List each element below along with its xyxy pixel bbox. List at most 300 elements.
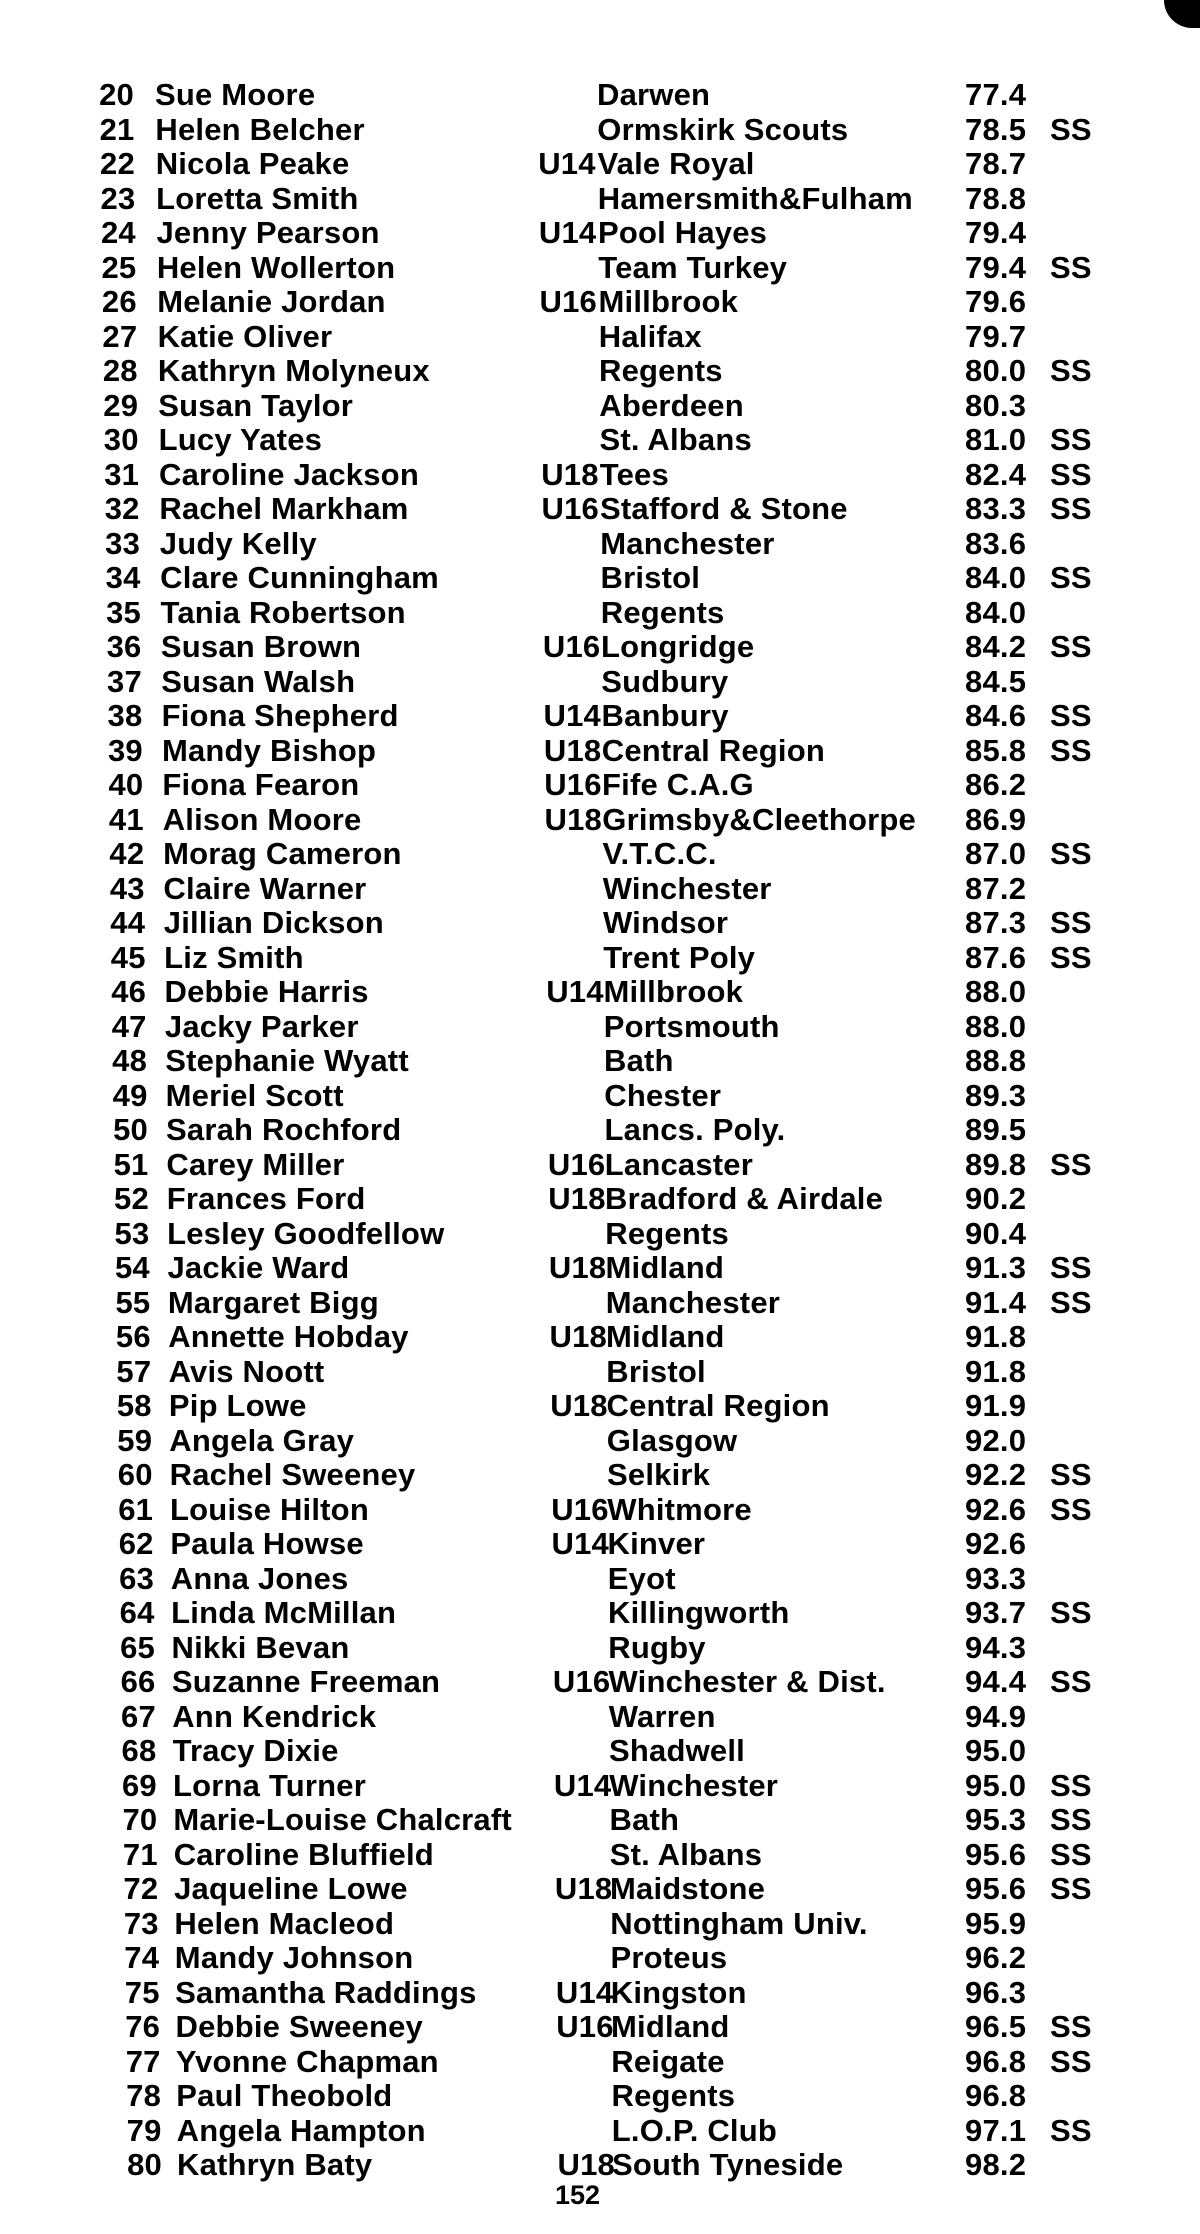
result-row: [0, 768, 1200, 803]
finish-time: 84.2: [965, 629, 1027, 664]
result-row: [0, 1631, 1200, 1666]
result-row: [0, 2045, 1200, 2080]
result-row: [0, 2114, 1200, 2149]
age-group: U18: [541, 456, 599, 492]
club-name: Whitmore: [607, 1491, 752, 1527]
result-row: [0, 1113, 1200, 1148]
athlete-name: Anna Jones: [170, 1560, 349, 1596]
result-row: [0, 1458, 1200, 1493]
club-name: Reigate: [611, 2043, 725, 2079]
club-name: Aberdeen: [599, 387, 744, 423]
finish-time: 95.6: [965, 1871, 1027, 1906]
athlete-name: Rachel Markham: [159, 491, 409, 526]
athlete-name: Kathryn Baty: [177, 2147, 373, 2182]
club-name: Banbury: [601, 698, 729, 733]
finish-time: 94.9: [965, 1698, 1027, 1734]
athlete-name: Annette Hobday: [168, 1319, 409, 1354]
result-row: [0, 354, 1200, 389]
position-number: 37: [107, 663, 142, 699]
position-number: 67: [121, 1698, 156, 1734]
ss-marker: SS: [1050, 111, 1092, 147]
club-name: Windsor: [603, 905, 729, 940]
athlete-name: Louise Hilton: [170, 1491, 369, 1527]
position-number: 20: [99, 77, 134, 112]
position-number: 55: [115, 1284, 151, 1320]
finish-time: 95.0: [965, 1733, 1027, 1768]
athlete-name: Susan Taylor: [158, 387, 354, 423]
finish-time: 81.0: [965, 422, 1027, 457]
position-number: 32: [104, 491, 140, 526]
ss-marker: SS: [1050, 836, 1092, 871]
club-name: Maidstone: [610, 1871, 766, 1906]
result-row: [0, 1320, 1200, 1355]
position-number: 45: [110, 939, 146, 975]
position-number: 63: [119, 1560, 155, 1596]
finish-time: 91.8: [965, 1319, 1027, 1354]
finish-time: 95.9: [965, 1905, 1027, 1941]
ss-marker: SS: [1050, 1767, 1092, 1803]
position-number: 35: [106, 594, 141, 630]
club-name: Proteus: [610, 1940, 728, 1975]
finish-time: 92.0: [965, 1422, 1027, 1458]
result-row: [0, 458, 1200, 493]
position-number: 43: [109, 870, 145, 906]
position-number: 66: [120, 1664, 156, 1699]
age-group: U18: [548, 1250, 607, 1285]
ss-marker: SS: [1050, 249, 1092, 285]
position-number: 77: [125, 2043, 161, 2079]
finish-time: 91.4: [965, 1284, 1027, 1320]
finish-time: 92.2: [965, 1457, 1027, 1492]
finish-time: 96.8: [965, 2078, 1027, 2113]
ss-marker: SS: [1050, 1146, 1092, 1182]
athlete-name: Margaret Bigg: [167, 1284, 379, 1320]
athlete-name: Judy Kelly: [159, 525, 317, 561]
result-row: [0, 1838, 1200, 1873]
club-name: Lancaster: [604, 1146, 754, 1182]
position-number: 76: [125, 2009, 161, 2044]
position-number: 56: [115, 1319, 151, 1354]
age-group: U16: [541, 491, 599, 526]
club-name: Chester: [604, 1077, 722, 1113]
club-name: Bath: [609, 1802, 680, 1837]
age-group: U16: [542, 629, 601, 664]
position-number: 47: [111, 1008, 147, 1044]
result-row: [0, 113, 1200, 148]
athlete-name: Rachel Sweeney: [169, 1457, 416, 1492]
ss-marker: SS: [1050, 1664, 1092, 1699]
finish-time: 84.0: [965, 594, 1027, 630]
ss-marker: SS: [1050, 1457, 1092, 1492]
position-number: 44: [110, 905, 146, 940]
position-number: 68: [121, 1733, 157, 1768]
scan-corner-mark: [1164, 0, 1200, 28]
athlete-name: Avis Noott: [168, 1353, 325, 1389]
club-name: Eyot: [607, 1560, 676, 1596]
position-number: 49: [112, 1077, 148, 1113]
club-name: Midland: [611, 2009, 730, 2044]
result-row: [0, 1079, 1200, 1114]
finish-time: 92.6: [965, 1491, 1027, 1527]
finish-time: 95.3: [965, 1802, 1027, 1837]
ss-marker: SS: [1050, 2009, 1092, 2044]
athlete-name: Lorna Turner: [172, 1767, 366, 1803]
athlete-name: Caroline Bluffield: [173, 1836, 434, 1872]
athlete-name: Morag Cameron: [163, 836, 402, 871]
age-group: U14: [538, 215, 597, 250]
result-row: [0, 1527, 1200, 1562]
finish-time: 78.7: [965, 146, 1027, 181]
position-number: 21: [99, 111, 135, 147]
ss-marker: SS: [1050, 491, 1092, 526]
athlete-name: Liz Smith: [164, 939, 304, 975]
position-number: 40: [108, 767, 144, 802]
result-row: [0, 1182, 1200, 1217]
athlete-name: Clare Cunningham: [160, 560, 439, 595]
athlete-name: Alison Moore: [162, 801, 362, 837]
result-row: [0, 251, 1200, 286]
athlete-name: Claire Warner: [163, 870, 367, 906]
age-group: U18: [544, 801, 602, 837]
club-name: Shadwell: [609, 1733, 745, 1768]
position-number: 42: [109, 836, 145, 871]
finish-time: 87.0: [965, 836, 1027, 871]
club-name: Bristol: [606, 1353, 706, 1389]
athlete-name: Stephanie Wyatt: [165, 1043, 409, 1078]
age-group: U18: [548, 1181, 606, 1216]
finish-time: 80.0: [965, 353, 1027, 388]
result-row: [0, 1734, 1200, 1769]
result-row: [0, 1493, 1200, 1528]
club-name: Manchester: [600, 525, 775, 561]
finish-time: 87.6: [965, 939, 1027, 975]
finish-time: 98.2: [965, 2147, 1027, 2182]
result-row: [0, 2079, 1200, 2114]
club-name: Team Turkey: [598, 249, 788, 285]
result-row: [0, 216, 1200, 251]
result-row: [0, 630, 1200, 665]
athlete-name: Paula Howse: [170, 1526, 364, 1561]
position-number: 62: [118, 1526, 154, 1561]
club-name: Central Region: [601, 732, 826, 768]
finish-time: 79.7: [965, 318, 1027, 354]
athlete-name: Ann Kendrick: [172, 1698, 377, 1734]
club-name: St. Albans: [609, 1836, 763, 1872]
athlete-name: Debbie Harris: [164, 974, 369, 1009]
position-number: 39: [107, 732, 143, 768]
position-number: 51: [113, 1146, 149, 1182]
club-name: Trent Poly: [603, 939, 756, 975]
athlete-name: Helen Wollerton: [156, 249, 396, 285]
club-name: Winchester & Dist.: [608, 1664, 886, 1699]
club-name: Bath: [604, 1043, 674, 1078]
finish-time: 94.4: [965, 1664, 1027, 1699]
age-group: U18: [550, 1388, 608, 1423]
position-number: 75: [124, 1974, 160, 2010]
result-row: [0, 182, 1200, 217]
position-number: 31: [104, 456, 140, 492]
position-number: 59: [117, 1422, 153, 1458]
position-number: 25: [101, 249, 137, 285]
age-group: U14: [555, 1974, 614, 2010]
position-number: 22: [100, 146, 135, 181]
club-name: Millbrook: [598, 284, 739, 319]
ss-marker: SS: [1050, 1250, 1092, 1285]
ss-marker: SS: [1050, 422, 1092, 457]
finish-time: 84.6: [965, 698, 1027, 733]
result-row: [0, 1562, 1200, 1597]
finish-time: 78.8: [965, 180, 1027, 216]
result-row: [0, 147, 1200, 182]
result-row: [0, 699, 1200, 734]
club-name: Manchester: [605, 1284, 781, 1320]
age-group: U18: [557, 2147, 615, 2182]
position-number: 23: [100, 180, 136, 216]
finish-time: 84.0: [965, 560, 1027, 595]
club-name: Millbrook: [603, 974, 744, 1009]
club-name: South Tyneside: [612, 2147, 844, 2182]
finish-time: 89.5: [965, 1112, 1027, 1147]
athlete-name: Helen Macleod: [174, 1905, 395, 1941]
result-row: [0, 492, 1200, 527]
position-number: 38: [107, 698, 143, 733]
age-group: U14: [543, 698, 601, 733]
ss-marker: SS: [1050, 732, 1092, 768]
finish-time: 88.8: [965, 1043, 1027, 1078]
athlete-name: Carey Miller: [166, 1146, 345, 1182]
finish-time: 96.8: [965, 2043, 1027, 2079]
athlete-name: Angela Gray: [169, 1422, 355, 1458]
finish-time: 77.4: [965, 77, 1027, 112]
result-row: [0, 285, 1200, 320]
finish-time: 82.4: [965, 456, 1027, 492]
position-number: 50: [113, 1112, 148, 1147]
athlete-name: Marie-Louise Chalcraft: [173, 1802, 512, 1837]
athlete-name: Linda McMillan: [171, 1595, 397, 1630]
club-name: Longridge: [601, 629, 755, 664]
position-number: 57: [116, 1353, 152, 1389]
position-number: 26: [101, 284, 137, 319]
finish-time: 97.1: [965, 2112, 1027, 2148]
result-row: [0, 389, 1200, 424]
finish-time: 91.3: [965, 1250, 1027, 1285]
athlete-name: Mandy Johnson: [174, 1940, 414, 1975]
athlete-name: Susan Walsh: [161, 663, 356, 699]
athlete-name: Fiona Fearon: [162, 767, 360, 802]
finish-time: 79.6: [965, 284, 1027, 319]
position-number: 53: [114, 1215, 150, 1251]
position-number: 30: [103, 422, 139, 457]
athlete-name: Meriel Scott: [165, 1077, 344, 1113]
finish-time: 85.8: [965, 732, 1027, 768]
position-number: 79: [126, 2112, 162, 2148]
result-row: [0, 1803, 1200, 1838]
athlete-name: Melanie Jordan: [157, 284, 386, 319]
position-number: 27: [102, 318, 138, 354]
club-name: L.O.P. Club: [611, 2112, 778, 2148]
ss-marker: SS: [1050, 456, 1092, 492]
club-name: Ormskirk Scouts: [597, 111, 849, 147]
position-number: 24: [100, 215, 136, 250]
athlete-name: Katie Oliver: [157, 318, 333, 354]
club-name: Halifax: [598, 318, 702, 354]
finish-time: 79.4: [965, 215, 1027, 250]
athlete-name: Caroline Jackson: [159, 456, 419, 492]
athlete-name: Mandy Bishop: [161, 732, 377, 768]
position-number: 54: [114, 1250, 150, 1285]
club-name: Rugby: [608, 1629, 706, 1665]
result-row: [0, 1148, 1200, 1183]
result-row: [0, 975, 1200, 1010]
position-number: 29: [103, 387, 139, 423]
ss-marker: SS: [1050, 629, 1092, 664]
result-row: [0, 837, 1200, 872]
club-name: Vale Royal: [597, 146, 755, 181]
position-number: 48: [112, 1043, 148, 1078]
athlete-name: Loretta Smith: [156, 180, 359, 216]
result-row: [0, 78, 1200, 113]
finish-time: 91.8: [965, 1353, 1027, 1389]
finish-time: 88.0: [965, 974, 1027, 1009]
position-number: 73: [123, 1905, 159, 1941]
club-name: Selkirk: [607, 1457, 711, 1492]
athlete-name: Jaqueline Lowe: [174, 1871, 408, 1906]
result-row: [0, 423, 1200, 458]
athlete-name: Kathryn Molyneux: [157, 353, 430, 388]
club-name: Pool Hayes: [598, 215, 768, 250]
athlete-name: Lucy Yates: [158, 422, 323, 457]
position-number: 64: [119, 1595, 155, 1630]
athlete-name: Susan Brown: [160, 629, 362, 664]
finish-time: 87.3: [965, 905, 1027, 940]
athlete-name: Frances Ford: [166, 1181, 366, 1216]
club-name: Winchester: [602, 870, 772, 906]
ss-marker: SS: [1050, 1871, 1092, 1906]
ss-marker: SS: [1050, 905, 1092, 940]
athlete-name: Jillian Dickson: [163, 905, 384, 940]
athlete-name: Paul Theobold: [176, 2078, 393, 2113]
club-name: Central Region: [606, 1388, 830, 1423]
athlete-name: Tania Robertson: [160, 594, 406, 630]
athlete-name: Yvonne Chapman: [175, 2043, 439, 2079]
finish-time: 79.4: [965, 249, 1027, 285]
ss-marker: SS: [1050, 1836, 1092, 1872]
club-name: Regents: [600, 594, 725, 630]
result-row: [0, 734, 1200, 769]
club-name: Nottingham Univ.: [610, 1905, 868, 1941]
position-number: 52: [114, 1181, 149, 1216]
club-name: Grimsby&Cleethorpe: [602, 801, 916, 837]
finish-time: 89.3: [965, 1077, 1027, 1113]
result-row: [0, 561, 1200, 596]
result-row: [0, 803, 1200, 838]
athlete-name: Suzanne Freeman: [171, 1664, 441, 1699]
athlete-name: Fiona Shepherd: [161, 698, 399, 733]
club-name: Portsmouth: [603, 1008, 780, 1044]
position-number: 33: [105, 525, 141, 561]
finish-time: 78.5: [965, 111, 1027, 147]
position-number: 71: [122, 1836, 158, 1872]
age-group: U16: [552, 1664, 611, 1699]
age-group: U16: [547, 1146, 606, 1182]
finish-time: 96.2: [965, 1940, 1027, 1975]
ss-marker: SS: [1050, 698, 1092, 733]
position-number: 74: [124, 1940, 160, 1975]
age-group: U14: [551, 1526, 609, 1561]
finish-time: 91.9: [965, 1388, 1027, 1423]
result-row: [0, 1217, 1200, 1252]
club-name: Warren: [608, 1698, 716, 1734]
athlete-name: Angela Hampton: [176, 2112, 426, 2148]
position-number: 58: [116, 1388, 152, 1423]
club-name: Lancs. Poly.: [604, 1112, 786, 1147]
age-group: U18: [543, 732, 602, 768]
result-row: [0, 1251, 1200, 1286]
club-name: Midland: [605, 1250, 724, 1285]
age-group: U18: [549, 1319, 607, 1354]
club-name: Midland: [606, 1319, 725, 1354]
ss-marker: SS: [1050, 939, 1092, 975]
position-number: 65: [120, 1629, 155, 1665]
athlete-name: Jackie Ward: [167, 1250, 350, 1285]
athlete-name: Sue Moore: [155, 77, 316, 112]
athlete-name: Pip Lowe: [168, 1388, 307, 1423]
club-name: Winchester: [609, 1767, 779, 1803]
finish-time: 90.2: [965, 1181, 1027, 1216]
finish-time: 96.5: [965, 2009, 1027, 2044]
finish-time: 84.5: [965, 663, 1027, 699]
result-row: [0, 2010, 1200, 2045]
age-group: U14: [546, 974, 604, 1009]
result-row: [0, 1286, 1200, 1321]
finish-time: 92.6: [965, 1526, 1027, 1561]
age-group: U16: [539, 284, 597, 319]
finish-time: 80.3: [965, 387, 1027, 423]
athlete-name: Debbie Sweeney: [175, 2009, 423, 2044]
result-row: [0, 1044, 1200, 1079]
finish-time: 93.7: [965, 1595, 1027, 1630]
result-row: [0, 1700, 1200, 1735]
athlete-name: Helen Belcher: [155, 111, 365, 147]
finish-time: 96.3: [965, 1974, 1027, 2010]
result-row: [0, 527, 1200, 562]
finish-time: 86.9: [965, 801, 1027, 837]
club-name: Bradford & Airdale: [605, 1181, 884, 1216]
finish-time: 89.8: [965, 1146, 1027, 1182]
result-row: [0, 906, 1200, 941]
result-row: [0, 596, 1200, 631]
club-name: Regents: [611, 2078, 736, 2113]
club-name: Glasgow: [606, 1422, 738, 1458]
finish-time: 83.6: [965, 525, 1027, 561]
club-name: Kinver: [607, 1526, 706, 1561]
finish-time: 83.3: [965, 491, 1027, 526]
position-number: 36: [106, 629, 142, 664]
result-row: [0, 941, 1200, 976]
athlete-name: Jenny Pearson: [156, 215, 380, 250]
finish-time: 95.0: [965, 1767, 1027, 1803]
club-name: V.T.C.C.: [602, 836, 717, 871]
finish-time: 95.6: [965, 1836, 1027, 1872]
ss-marker: SS: [1050, 353, 1092, 388]
ss-marker: SS: [1050, 1595, 1092, 1630]
result-row: [0, 1872, 1200, 1907]
result-row: [0, 1941, 1200, 1976]
result-row: [0, 1769, 1200, 1804]
finish-time: 87.2: [965, 870, 1027, 906]
results-list: [0, 78, 1200, 2183]
club-name: Stafford & Stone: [600, 491, 848, 526]
